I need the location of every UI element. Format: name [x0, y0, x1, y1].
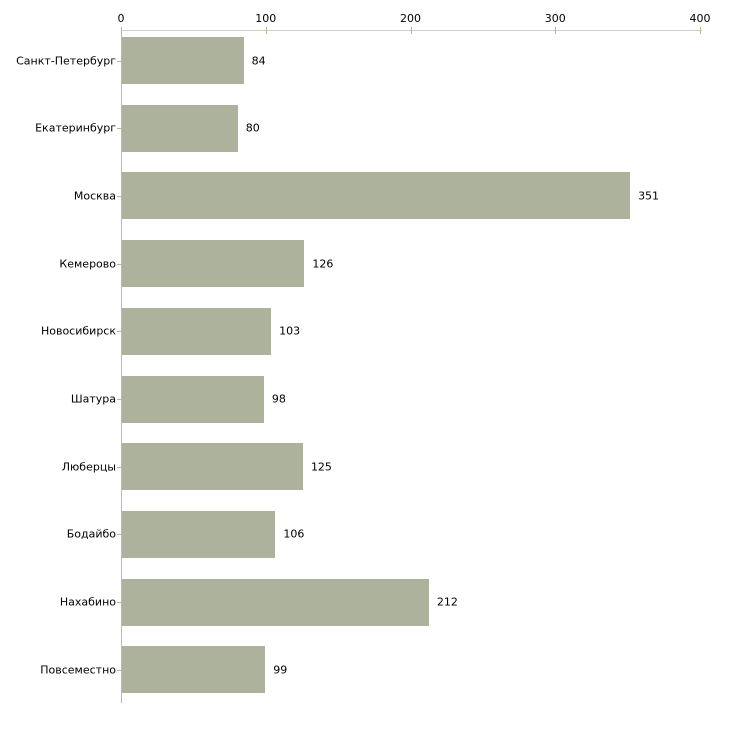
x-tick-label: 400 — [689, 12, 711, 25]
category-label: Санкт-Петербург — [16, 54, 116, 67]
value-label: 103 — [279, 324, 301, 338]
bar — [122, 376, 264, 423]
category-label: Новосибирск — [40, 324, 116, 338]
bar — [122, 511, 275, 558]
category-label: Бодайбо — [66, 527, 116, 541]
x-tick-label: 200 — [400, 12, 421, 25]
category-label: Люберцы — [61, 460, 116, 474]
bar — [122, 37, 244, 84]
category-label: Нахабино — [59, 595, 116, 609]
bar — [122, 240, 304, 287]
x-axis-line — [121, 30, 702, 31]
category-label: Москва — [73, 189, 116, 203]
value-label: 99 — [273, 663, 288, 677]
category-label: Повсеместно — [40, 663, 116, 677]
value-label: 80 — [245, 121, 260, 135]
bar — [122, 579, 429, 626]
value-label: 351 — [638, 189, 660, 203]
value-label: 125 — [310, 460, 332, 474]
category-label: Шатура — [70, 392, 116, 406]
bar — [122, 646, 265, 693]
x-tick — [555, 27, 556, 34]
value-label: 126 — [312, 257, 334, 271]
value-label: 98 — [271, 392, 286, 406]
value-label: 212 — [436, 595, 458, 609]
category-label: Екатеринбург — [35, 121, 116, 135]
x-tick — [700, 27, 701, 34]
value-label: 84 — [251, 54, 266, 67]
bar — [122, 105, 238, 152]
x-tick — [121, 27, 122, 34]
x-tick-label: 100 — [255, 12, 277, 25]
x-tick — [411, 27, 412, 34]
x-tick-label: 0 — [117, 12, 125, 25]
x-tick — [266, 27, 267, 34]
x-tick-label: 300 — [544, 12, 566, 25]
bar — [122, 308, 271, 355]
category-label: Кемерово — [59, 257, 116, 271]
bar — [122, 443, 303, 490]
bar — [122, 172, 630, 219]
value-label: 106 — [283, 527, 305, 541]
